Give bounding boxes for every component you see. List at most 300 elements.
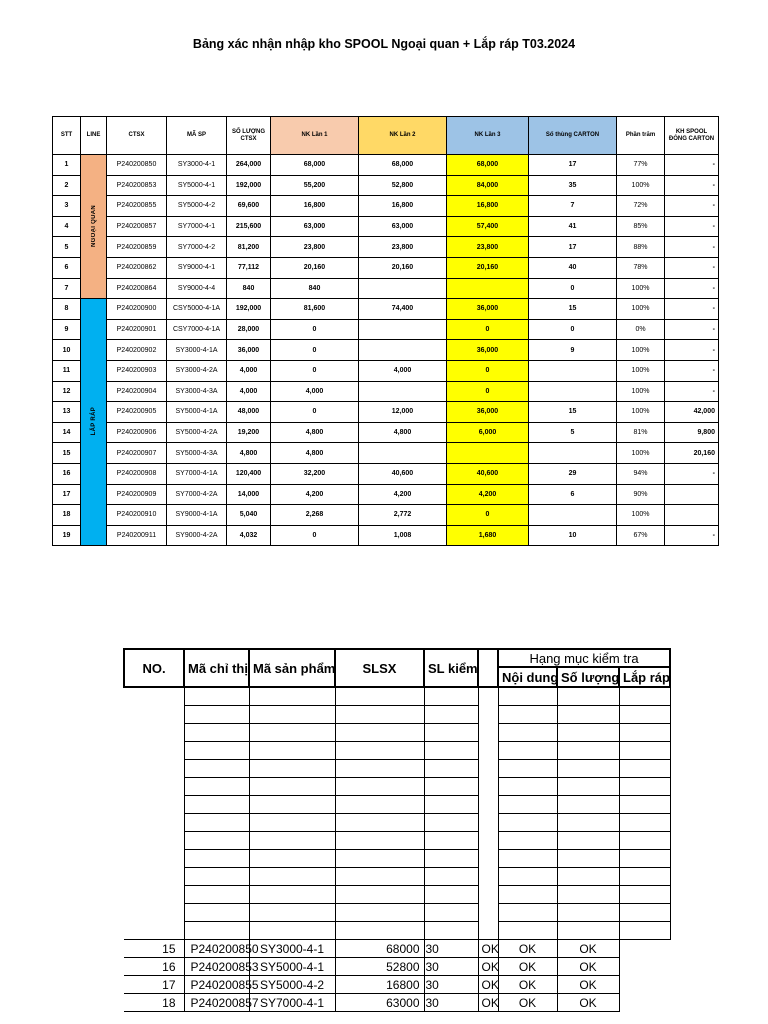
cell-nk-lan-2: 68,000 [359,155,447,176]
empty-cell [184,760,249,778]
cell-carton [529,381,617,402]
cell-so-luong: 4,800 [227,443,271,464]
empty-cell [335,687,424,706]
empty-cell [498,868,557,886]
empty-cell [478,832,498,850]
cell-phan-tram: 100% [617,381,665,402]
empty-cell [619,904,670,922]
cell-ctsx: P240200904 [107,381,167,402]
cell-so-luong: 264,000 [227,155,271,176]
cell-phan-tram: 100% [617,278,665,299]
cell-ma-sp: SY9000-4-1 [167,257,227,278]
header-hang-muc: Hạng mục kiểm tra [498,649,670,667]
cell-sl-kiem: 30 [424,958,478,976]
empty-cell [124,904,184,922]
empty-row [124,868,670,886]
empty-cell [335,778,424,796]
cell-nk-lan-1: 0 [271,525,359,546]
empty-cell [424,778,478,796]
header-so-thung-carton: Số thùng CARTON [529,117,617,155]
cell-nk-lan-2: 23,800 [359,237,447,258]
cell-nk-lan-2 [359,278,447,299]
table-row [53,257,719,278]
cell-ma-chi-thi: P240200855 [184,976,249,994]
empty-cell [124,868,184,886]
cell-so-luong: 4,000 [227,360,271,381]
inspection-body [124,687,670,1012]
cell-ctsx: P240200903 [107,360,167,381]
cell-so-luong: 14,000 [227,484,271,505]
cell-noi-dung: OK [478,994,498,1012]
empty-row [124,742,670,760]
empty-cell [478,814,498,832]
empty-cell [335,832,424,850]
cell-ctsx: P240200905 [107,402,167,423]
cell-so-luong: 19,200 [227,422,271,443]
empty-cell [184,706,249,724]
cell-no: 15 [124,940,184,958]
cell-ctsx: P240200855 [107,196,167,217]
empty-cell [478,760,498,778]
cell-ma-san-pham: SY7000-4-1 [249,994,335,1012]
cell-stt: 17 [53,484,81,505]
empty-cell [184,814,249,832]
empty-cell [478,850,498,868]
cell-ma-sp: SY7000-4-1 [167,216,227,237]
header-ma-chi-thi: Mã chỉ thị [184,649,249,687]
cell-nk-lan-1: 4,000 [271,381,359,402]
cell-ma-chi-thi: P240200853 [184,958,249,976]
empty-cell [478,706,498,724]
cell-nk-lan-3 [447,278,529,299]
empty-row [124,796,670,814]
empty-cell [249,687,335,706]
table-row [53,360,719,381]
cell-so-luong: OK [498,940,557,958]
cell-kh-spool: 20,160 [665,443,719,464]
cell-carton: 0 [529,319,617,340]
cell-carton: 17 [529,237,617,258]
import-confirmation-table [52,116,719,546]
cell-ma-san-pham: SY5000-4-2 [249,976,335,994]
empty-cell [424,796,478,814]
cell-ctsx: P240200853 [107,175,167,196]
empty-cell [557,850,619,868]
header-ma-sp: MÃ SP [167,117,227,155]
cell-carton: 5 [529,422,617,443]
cell-carton: 10 [529,525,617,546]
cell-so-luong: OK [498,976,557,994]
cell-ma-sp: SY7000-4-2A [167,484,227,505]
table-header-row [53,117,719,155]
cell-nk-lan-2: 40,600 [359,463,447,484]
cell-so-luong: 77,112 [227,257,271,278]
cell-nk-lan-2 [359,340,447,361]
empty-cell [335,868,424,886]
cell-ctsx: P240200908 [107,463,167,484]
cell-nk-lan-1: 4,200 [271,484,359,505]
empty-cell [184,904,249,922]
cell-phan-tram: 90% [617,484,665,505]
inspection-row [124,940,670,958]
cell-nk-lan-2 [359,443,447,464]
header-noi-dung: Nội dung [498,667,557,687]
cell-phan-tram: 88% [617,237,665,258]
header-so-luong: SỐ LƯỢNG CTSX [227,117,271,155]
cell-phan-tram: 0% [617,319,665,340]
empty-cell [424,742,478,760]
empty-cell [124,760,184,778]
header-lap-rap: Lắp ráp [619,667,670,687]
cell-slsx: 68000 [335,940,424,958]
cell-phan-tram: 100% [617,505,665,526]
cell-ctsx: P240200907 [107,443,167,464]
cell-carton: 15 [529,299,617,320]
cell-ctsx: P240200859 [107,237,167,258]
cell-nk-lan-1: 81,600 [271,299,359,320]
cell-kh-spool [665,505,719,526]
empty-cell [557,796,619,814]
empty-cell [557,742,619,760]
empty-cell [557,904,619,922]
cell-ctsx: P240200909 [107,484,167,505]
cell-so-luong: OK [498,958,557,976]
cell-nk-lan-1: 32,200 [271,463,359,484]
empty-cell [335,904,424,922]
cell-noi-dung: OK [478,940,498,958]
cell-kh-spool: - [665,257,719,278]
document-title: Bảng xác nhận nhập kho SPOOL Ngoại quan + Lắp ráp T03.2024 [192,37,576,51]
cell-lap-rap: OK [557,958,619,976]
cell-phan-tram: 67% [617,525,665,546]
cell-ctsx: P240200911 [107,525,167,546]
cell-stt: 3 [53,196,81,217]
cell-stt: 6 [53,257,81,278]
cell-so-luong: 36,000 [227,340,271,361]
header-so-luong-kiem: Số lượng [557,667,619,687]
empty-cell [478,886,498,904]
header-phan-tram: Phần trăm [617,117,665,155]
cell-kh-spool: - [665,360,719,381]
header-nk-lan-3: NK Lần 3 [447,117,529,155]
header-ma-san-pham: Mã sản phẩm [249,649,335,687]
cell-kh-spool: 9,800 [665,422,719,443]
table-row [53,484,719,505]
cell-kh-spool: - [665,237,719,258]
cell-nk-lan-1: 55,200 [271,175,359,196]
cell-nk-lan-2: 1,008 [359,525,447,546]
cell-ma-sp: CSY7000-4-1A [167,319,227,340]
cell-kh-spool: - [665,196,719,217]
empty-cell [424,886,478,904]
cell-phan-tram: 72% [617,196,665,217]
empty-cell [424,706,478,724]
empty-cell [557,868,619,886]
cell-lap-rap: OK [557,976,619,994]
cell-nk-lan-2: 4,000 [359,360,447,381]
cell-noi-dung: OK [478,976,498,994]
empty-cell [184,724,249,742]
empty-cell [124,850,184,868]
cell-ma-sp: SY5000-4-1A [167,402,227,423]
cell-ctsx: P240200901 [107,319,167,340]
header-stt: STT [53,117,81,155]
cell-stt: 13 [53,402,81,423]
empty-row [124,778,670,796]
cell-sl-kiem: 30 [424,994,478,1012]
empty-cell [478,922,498,940]
cell-no: 17 [124,976,184,994]
cell-nk-lan-3: 4,200 [447,484,529,505]
cell-ma-sp: CSY5000-4-1A [167,299,227,320]
cell-nk-lan-1: 68,000 [271,155,359,176]
empty-cell [619,832,670,850]
empty-cell [335,724,424,742]
empty-cell [184,868,249,886]
empty-cell [557,724,619,742]
empty-cell [557,886,619,904]
cell-phan-tram: 78% [617,257,665,278]
cell-kh-spool: - [665,299,719,320]
cell-nk-lan-3: 23,800 [447,237,529,258]
table-row [53,340,719,361]
cell-stt: 5 [53,237,81,258]
cell-stt: 1 [53,155,81,176]
cell-phan-tram: 85% [617,216,665,237]
cell-line-group [81,299,107,546]
header-no: NO. [124,649,184,687]
empty-cell [557,687,619,706]
empty-cell [335,922,424,940]
cell-ctsx: P240200900 [107,299,167,320]
empty-cell [124,832,184,850]
empty-cell [249,886,335,904]
empty-row [124,706,670,724]
empty-cell [335,814,424,832]
empty-cell [619,814,670,832]
empty-cell [557,706,619,724]
table-row [53,505,719,526]
inspection-table [123,648,671,1012]
header-nk-lan-2: NK Lần 2 [359,117,447,155]
cell-stt: 10 [53,340,81,361]
empty-row [124,850,670,868]
empty-cell [184,850,249,868]
table-row [53,443,719,464]
table-row [53,237,719,258]
cell-ma-sp: SY5000-4-1 [167,175,227,196]
cell-stt: 16 [53,463,81,484]
cell-carton [529,360,617,381]
cell-nk-lan-2: 12,000 [359,402,447,423]
inspection-header-row-1 [124,649,670,667]
empty-cell [557,922,619,940]
cell-nk-lan-3: 57,400 [447,216,529,237]
cell-nk-lan-2: 16,800 [359,196,447,217]
cell-noi-dung: OK [478,958,498,976]
cell-ma-sp: SY3000-4-2A [167,360,227,381]
cell-carton: 0 [529,278,617,299]
empty-row [124,687,670,706]
cell-so-luong: 81,200 [227,237,271,258]
cell-so-luong: 69,600 [227,196,271,217]
empty-cell [424,868,478,886]
empty-row [124,922,670,940]
empty-row [124,724,670,742]
cell-stt: 9 [53,319,81,340]
cell-sl-kiem: 30 [424,976,478,994]
empty-cell [498,814,557,832]
cell-stt: 14 [53,422,81,443]
cell-so-luong: 120,400 [227,463,271,484]
cell-nk-lan-2 [359,381,447,402]
cell-nk-lan-3: 20,160 [447,257,529,278]
cell-nk-lan-1: 0 [271,319,359,340]
cell-ma-sp: SY7000-4-1A [167,463,227,484]
header-slsx: SLSX [335,649,424,687]
cell-carton: 7 [529,196,617,217]
empty-cell [184,687,249,706]
empty-row [124,904,670,922]
empty-cell [498,687,557,706]
empty-cell [498,706,557,724]
empty-cell [184,922,249,940]
empty-cell [557,832,619,850]
cell-ma-san-pham: SY5000-4-1 [249,958,335,976]
empty-cell [619,778,670,796]
empty-cell [335,742,424,760]
cell-nk-lan-2 [359,319,447,340]
cell-kh-spool: 42,000 [665,402,719,423]
empty-cell [498,850,557,868]
cell-nk-lan-3: 68,000 [447,155,529,176]
empty-cell [478,796,498,814]
cell-ma-sp: SY7000-4-2 [167,237,227,258]
empty-cell [249,778,335,796]
cell-sl-kiem: 30 [424,940,478,958]
cell-nk-lan-3: 16,800 [447,196,529,217]
cell-ctsx: P240200850 [107,155,167,176]
cell-kh-spool: - [665,381,719,402]
cell-ma-sp: SY9000-4-4 [167,278,227,299]
cell-nk-lan-3 [447,443,529,464]
cell-phan-tram: 100% [617,175,665,196]
empty-cell [619,868,670,886]
cell-nk-lan-1: 4,800 [271,422,359,443]
cell-kh-spool: - [665,525,719,546]
empty-cell [424,850,478,868]
empty-cell [424,922,478,940]
cell-nk-lan-1: 2,268 [271,505,359,526]
cell-so-luong: 4,000 [227,381,271,402]
table-row [53,155,719,176]
cell-so-luong: 28,000 [227,319,271,340]
cell-stt: 12 [53,381,81,402]
cell-ctsx: P240200910 [107,505,167,526]
empty-cell [619,742,670,760]
empty-cell [619,796,670,814]
cell-ma-sp: SY9000-4-2A [167,525,227,546]
empty-cell [619,922,670,940]
empty-cell [249,706,335,724]
empty-cell [335,706,424,724]
table-row [53,175,719,196]
empty-cell [249,760,335,778]
empty-cell [249,904,335,922]
empty-cell [335,886,424,904]
empty-cell [424,724,478,742]
empty-cell [424,814,478,832]
inspection-row [124,976,670,994]
inspection-row [124,958,670,976]
empty-cell [619,850,670,868]
empty-row [124,760,670,778]
empty-cell [124,724,184,742]
empty-cell [478,742,498,760]
cell-kh-spool: - [665,155,719,176]
cell-nk-lan-2: 4,800 [359,422,447,443]
cell-phan-tram: 100% [617,340,665,361]
cell-nk-lan-3: 6,000 [447,422,529,443]
table-row [53,299,719,320]
cell-slsx: 52800 [335,958,424,976]
cell-carton: 9 [529,340,617,361]
empty-cell [424,687,478,706]
cell-so-luong: 840 [227,278,271,299]
empty-cell [124,742,184,760]
cell-lap-rap: OK [557,940,619,958]
cell-nk-lan-3: 1,680 [447,525,529,546]
cell-kh-spool: - [665,319,719,340]
cell-carton: 6 [529,484,617,505]
header-spacer [478,649,498,687]
cell-kh-spool: - [665,175,719,196]
cell-nk-lan-3: 0 [447,319,529,340]
empty-cell [619,706,670,724]
cell-stt: 18 [53,505,81,526]
table-row [53,319,719,340]
cell-nk-lan-1: 20,160 [271,257,359,278]
cell-slsx: 16800 [335,976,424,994]
inspection-row [124,994,670,1012]
cell-nk-lan-2: 2,772 [359,505,447,526]
table-row [53,216,719,237]
empty-cell [478,904,498,922]
empty-cell [498,796,557,814]
empty-cell [249,922,335,940]
cell-stt: 2 [53,175,81,196]
empty-cell [124,687,184,706]
cell-nk-lan-1: 0 [271,402,359,423]
empty-cell [478,778,498,796]
empty-cell [619,886,670,904]
cell-nk-lan-1: 16,800 [271,196,359,217]
cell-so-luong: 215,600 [227,216,271,237]
cell-stt: 4 [53,216,81,237]
cell-nk-lan-3: 0 [447,505,529,526]
cell-phan-tram: 94% [617,463,665,484]
cell-carton: 15 [529,402,617,423]
cell-ctsx: P240200857 [107,216,167,237]
cell-carton: 17 [529,155,617,176]
cell-nk-lan-1: 23,800 [271,237,359,258]
cell-nk-lan-2: 20,160 [359,257,447,278]
cell-phan-tram: 100% [617,299,665,320]
table-row [53,463,719,484]
empty-cell [249,796,335,814]
cell-carton [529,505,617,526]
cell-ma-sp: SY9000-4-1A [167,505,227,526]
